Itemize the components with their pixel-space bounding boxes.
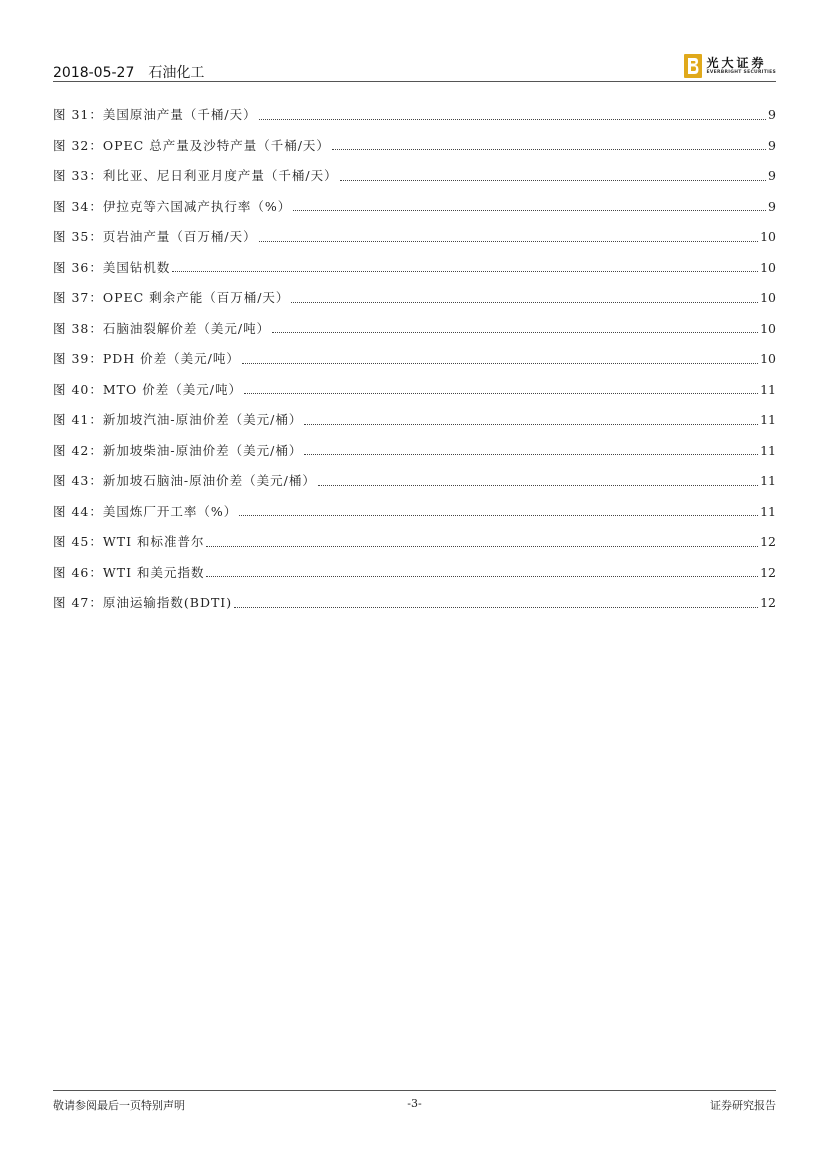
toc-entry-label[interactable]: 图 31：美国原油产量（千桶/天） xyxy=(53,107,257,123)
toc-dot-leader xyxy=(244,392,758,394)
toc-entry-page[interactable]: 11 xyxy=(760,473,776,489)
toc-entry-page[interactable]: 10 xyxy=(760,290,776,306)
toc-entry-page[interactable]: 9 xyxy=(768,198,776,214)
header-info xyxy=(53,62,204,82)
toc-dot-leader xyxy=(259,118,766,120)
toc-entry[interactable] xyxy=(53,100,776,131)
toc-entry-page[interactable]: 9 xyxy=(768,168,776,184)
toc-entry-label[interactable]: 图 45：WTI 和标准普尔 xyxy=(53,534,205,550)
toc-entry-page[interactable]: 11 xyxy=(760,412,776,428)
toc-entry[interactable] xyxy=(53,375,776,406)
footer-disclaimer: 敬请参阅最后一页特别声明 xyxy=(53,1099,185,1112)
toc-dot-leader xyxy=(259,240,759,242)
page-header xyxy=(53,52,776,82)
footer-divider xyxy=(53,1090,776,1091)
toc-entry-label[interactable]: 图 38：石脑油裂解价差（美元/吨） xyxy=(53,320,271,336)
toc-entry[interactable] xyxy=(53,497,776,528)
toc-dot-leader xyxy=(304,423,758,425)
toc-dot-leader xyxy=(340,179,766,181)
logo-name-cn: 光大证券 xyxy=(706,56,767,70)
toc-entry-label[interactable]: 图 39：PDH 价差（美元/吨） xyxy=(53,351,240,367)
toc-dot-leader xyxy=(304,453,758,455)
sector-name: 石油化工 xyxy=(148,65,205,81)
toc-entry[interactable] xyxy=(53,222,776,253)
toc-entry-label[interactable]: 图 33：利比亚、尼日利亚月度产量（千桶/天） xyxy=(53,168,338,184)
report-date: 2018-05-27 xyxy=(53,65,135,81)
toc-entry-page[interactable]: 10 xyxy=(760,320,776,336)
everbright-logo-icon xyxy=(684,54,702,78)
toc-entry-page[interactable]: 9 xyxy=(768,137,776,153)
toc-dot-leader xyxy=(172,270,758,272)
toc-entry[interactable] xyxy=(53,405,776,436)
toc-dot-leader xyxy=(293,209,766,211)
toc-dot-leader xyxy=(291,301,758,303)
toc-dot-leader xyxy=(239,514,758,516)
toc-entry-page[interactable]: 11 xyxy=(760,381,776,397)
toc-entry[interactable] xyxy=(53,527,776,558)
toc-entry[interactable] xyxy=(53,253,776,284)
footer-report-type: 证券研究报告 xyxy=(710,1099,776,1112)
toc-dot-leader xyxy=(234,606,758,608)
toc-entry-label[interactable]: 图 32：OPEC 总产量及沙特产量（千桶/天） xyxy=(53,137,330,153)
toc-entry[interactable] xyxy=(53,283,776,314)
company-logo xyxy=(684,52,776,80)
toc-entry-page[interactable]: 10 xyxy=(760,351,776,367)
toc-entry-page[interactable]: 12 xyxy=(760,595,776,611)
toc-dot-leader xyxy=(206,545,758,547)
toc-entry[interactable] xyxy=(53,131,776,162)
toc-entry-label[interactable]: 图 40：MTO 价差（美元/吨） xyxy=(53,381,242,397)
toc-entry-page[interactable]: 12 xyxy=(760,564,776,580)
logo-name-en: EVERBRIGHT SECURITIES xyxy=(706,70,776,75)
toc-entry-page[interactable]: 11 xyxy=(760,442,776,458)
toc-entry[interactable] xyxy=(53,192,776,223)
toc-entry-page[interactable]: 11 xyxy=(760,503,776,519)
toc-entry-page[interactable]: 10 xyxy=(760,229,776,245)
toc-entry-label[interactable]: 图 35：页岩油产量（百万桶/天） xyxy=(53,229,257,245)
toc-entry-page[interactable]: 12 xyxy=(760,534,776,550)
toc-entry[interactable] xyxy=(53,558,776,589)
toc-dot-leader xyxy=(318,484,758,486)
toc-entry[interactable] xyxy=(53,161,776,192)
toc-entry[interactable] xyxy=(53,466,776,497)
toc-dot-leader xyxy=(242,362,758,364)
toc-entry[interactable] xyxy=(53,344,776,375)
toc-entry[interactable] xyxy=(53,588,776,619)
toc-entry-label[interactable]: 图 34：伊拉克等六国减产执行率（%） xyxy=(53,198,292,214)
toc-entry-label[interactable]: 图 37：OPEC 剩余产能（百万桶/天） xyxy=(53,290,290,306)
toc-entry-label[interactable]: 图 44：美国炼厂开工率（%） xyxy=(53,503,238,519)
toc-entry[interactable] xyxy=(53,436,776,467)
toc-dot-leader xyxy=(272,331,758,333)
toc-entry-label[interactable]: 图 41：新加坡汽油-原油价差（美元/桶） xyxy=(53,412,303,428)
toc-entry-page[interactable]: 10 xyxy=(760,259,776,275)
figure-table-of-contents xyxy=(53,100,776,619)
toc-entry-label[interactable]: 图 46：WTI 和美元指数 xyxy=(53,564,205,580)
footer-page-number: -3- xyxy=(407,1097,422,1110)
toc-entry-label[interactable]: 图 43：新加坡石脑油-原油价差（美元/桶） xyxy=(53,473,316,489)
header-divider xyxy=(53,81,776,82)
toc-entry-label[interactable]: 图 36：美国钻机数 xyxy=(53,259,171,275)
toc-entry-label[interactable]: 图 42：新加坡柴油-原油价差（美元/桶） xyxy=(53,442,303,458)
toc-dot-leader xyxy=(206,575,758,577)
toc-entry[interactable] xyxy=(53,314,776,345)
toc-entry-label[interactable]: 图 47：原油运输指数(BDTI) xyxy=(53,595,233,611)
page-footer xyxy=(53,1097,776,1115)
toc-dot-leader xyxy=(332,148,766,150)
toc-entry-page[interactable]: 9 xyxy=(768,107,776,123)
